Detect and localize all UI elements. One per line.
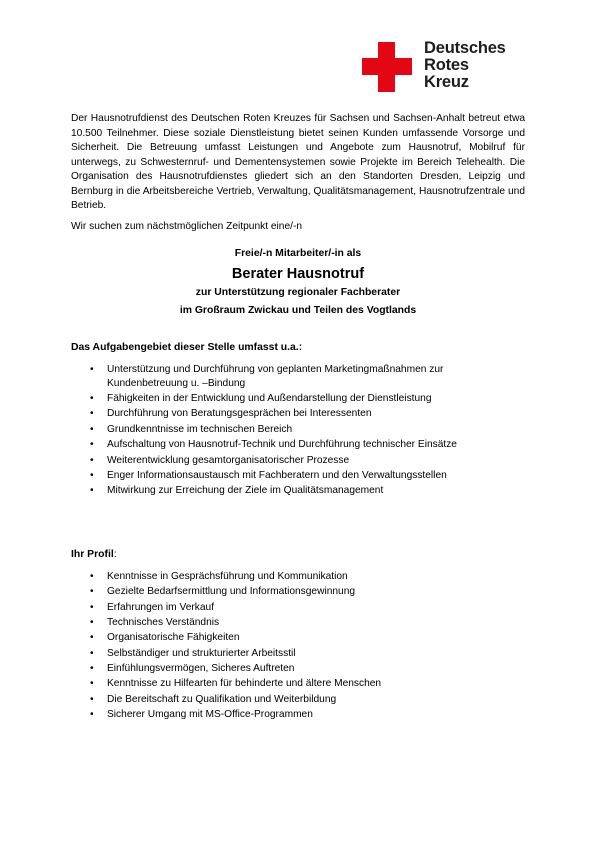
list-item: • Unterstützung und Durchführung von geplanten Marketingmaßnahmen zur Kundenbetreuung u. –Bindung <box>71 363 525 390</box>
list-item: • Aufschaltung von Hausnotruf-Technik und Durchführung technischer Einsätze <box>71 438 525 452</box>
drk-logo <box>362 39 532 96</box>
profile-heading-text: Ihr Profil <box>71 548 114 560</box>
list-item: • Durchführung von Beratungsgesprächen bei Interessenten <box>71 407 525 421</box>
position-purpose: zur Unterstützung regionaler Fachberater <box>195 287 401 298</box>
list-item: • Weiterentwicklung gesamtorganisatorischer Prozesse <box>71 454 525 468</box>
position-region: im Großraum Zwickau und Teilen des Vogtlands <box>179 305 417 316</box>
list-item: • Enger Informationsaustausch mit Fachberatern und den Verwaltungsstellen <box>71 469 525 483</box>
list-item: • Mitwirkung zur Erreichung der Ziele im Qualitätsmanagement <box>71 484 525 498</box>
logo-wordmark <box>424 40 506 91</box>
profile-list <box>71 570 525 722</box>
tasks-list <box>71 363 525 498</box>
logo-line-2: Rotes <box>424 56 469 74</box>
list-item: • Erfahrungen im Verkauf <box>71 601 525 615</box>
list-item: • Selbständiger und strukturierter Arbeitsstil <box>71 647 525 661</box>
logo-line-1: Deutsches <box>424 39 506 57</box>
document-body <box>71 112 525 724</box>
list-item: • Fähigkeiten in der Entwicklung und Außendarstellung der Dienstleistung <box>71 392 525 406</box>
tasks-heading: Das Aufgabengebiet dieser Stelle umfasst u.a.: <box>71 342 303 353</box>
list-item: • Kenntnisse zu Hilfearten für behinderte und ältere Menschen <box>71 677 525 691</box>
profile-heading-colon: : <box>113 548 117 560</box>
list-item: • Grundkenntnisse im technischen Bereich <box>71 423 525 437</box>
list-item: • Technisches Verständnis <box>71 616 525 630</box>
list-item: • Kenntnisse in Gesprächsführung und Kommunikation <box>71 570 525 584</box>
list-item: • Organisatorische Fähigkeiten <box>71 631 525 645</box>
profile-heading <box>71 549 525 560</box>
position-title: Berater Hausnotruf <box>231 266 365 282</box>
intro-paragraph: Der Hausnotrufdienst des Deutschen Roten Kreuzes für Sachsen und Sachsen-Anhalt betreut etwa 10.500 Teilnehmer. Diese soziale Dienstleistung bietet seinen Kunden umfassende Vorsorge und Sicherheit. Die Betreuung umfasst Leistungen und Angebote zum Hausnotruf, Mobilruf für unterwegs, zu Schwesternruf- und Dementensystemen sowie Projekte im Bereich Telehealth. Die Organisation des Hausnotrufdienstes gliedert sich an den Standorten Dresden, Leipzig und Bernburg in die Arbeitsbereiche Vertrieb, Verwaltung, Qualitätsmanagement, Hausnotrufzentrale und Betrieb. <box>71 113 525 211</box>
search-line: Wir suchen zum nächstmöglichen Zeitpunkt eine/-n <box>71 220 303 232</box>
logo-line-3: Kreuz <box>424 73 469 91</box>
list-item: • Gezielte Bedarfsermittlung und Informationsgewinnung <box>71 585 525 599</box>
list-item: • Die Bereitschaft zu Qualifikation und Weiterbildung <box>71 693 525 707</box>
red-cross-icon <box>362 42 412 92</box>
list-item: • Sicherer Umgang mit MS-Office-Programmen <box>71 708 525 722</box>
list-item: • Einfühlungsvermögen, Sicheres Auftreten <box>71 662 525 676</box>
position-type: Freie/-n Mitarbeiter/-in als <box>234 248 362 259</box>
